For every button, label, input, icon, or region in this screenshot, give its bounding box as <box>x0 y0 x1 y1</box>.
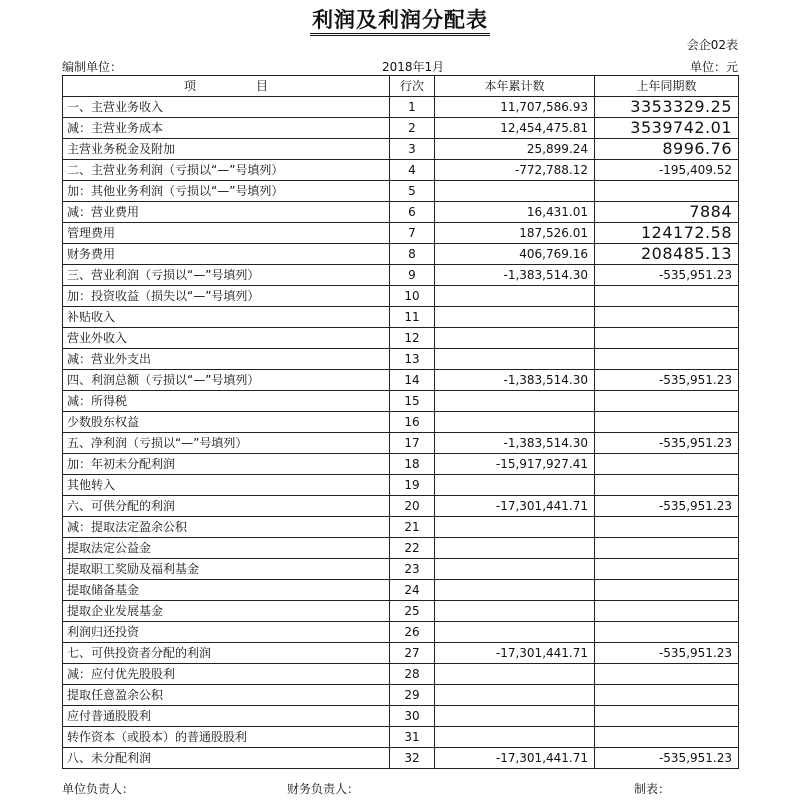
row-line-number: 16 <box>390 412 435 433</box>
row-item-label: 营业外收入 <box>63 328 390 349</box>
row-item-label: 财务费用 <box>63 244 390 265</box>
row-item-label: 利润归还投资 <box>63 622 390 643</box>
row-prior-value: -535,951.23 <box>595 433 739 454</box>
row-current-value: -1,383,514.30 <box>435 265 595 286</box>
row-prior-value <box>595 349 739 370</box>
header-prior-period: 上年同期数 <box>595 76 739 97</box>
form-code: 会企02表 <box>686 38 738 52</box>
row-item-label: 提取法定公益金 <box>63 538 390 559</box>
row-prior-value: -535,951.23 <box>595 496 739 517</box>
row-line-number: 20 <box>390 496 435 517</box>
row-current-value: 11,707,586.93 <box>435 97 595 118</box>
row-current-value: 187,526.01 <box>435 223 595 244</box>
table-row <box>63 349 739 370</box>
table-row <box>63 433 739 454</box>
table-row <box>63 727 739 748</box>
row-current-value: 25,899.24 <box>435 139 595 160</box>
row-current-value <box>435 475 595 496</box>
row-line-number: 27 <box>390 643 435 664</box>
profit-distribution-table <box>62 75 739 769</box>
table-row <box>63 412 739 433</box>
row-item-label: 二、主营业务利润（亏损以“—”号填列） <box>63 160 390 181</box>
table-row <box>63 454 739 475</box>
row-item-label: 减：应付优先股股利 <box>63 664 390 685</box>
row-line-number: 21 <box>390 517 435 538</box>
row-current-value <box>435 517 595 538</box>
header-line-no: 行次 <box>390 76 435 97</box>
row-current-value <box>435 664 595 685</box>
row-prior-value <box>595 286 739 307</box>
row-prior-value <box>595 181 739 202</box>
table-row <box>63 370 739 391</box>
row-prior-value <box>595 538 739 559</box>
row-current-value <box>435 391 595 412</box>
row-prior-value: 7884 <box>595 202 739 223</box>
row-prior-value <box>595 685 739 706</box>
table-row <box>63 139 739 160</box>
report-title: 利润及利润分配表 <box>0 4 800 34</box>
row-item-label: 提取企业发展基金 <box>63 601 390 622</box>
table-row <box>63 664 739 685</box>
table-row <box>63 223 739 244</box>
row-line-number: 17 <box>390 433 435 454</box>
prepared-by-label: 制表： <box>634 782 671 796</box>
currency-unit: 单位：元 <box>689 60 738 74</box>
row-item-label: 一、主营业务收入 <box>63 97 390 118</box>
row-item-label: 管理费用 <box>63 223 390 244</box>
row-line-number: 9 <box>390 265 435 286</box>
table-row <box>63 391 739 412</box>
row-prior-value: -535,951.23 <box>595 748 739 769</box>
row-current-value: -17,301,441.71 <box>435 643 595 664</box>
row-line-number: 28 <box>390 664 435 685</box>
row-current-value: -1,383,514.30 <box>435 433 595 454</box>
table-row <box>63 202 739 223</box>
row-item-label: 少数股东权益 <box>63 412 390 433</box>
row-current-value <box>435 727 595 748</box>
row-prior-value: 3539742.01 <box>595 118 739 139</box>
row-prior-value: -535,951.23 <box>595 370 739 391</box>
row-item-label: 减：主营业务成本 <box>63 118 390 139</box>
row-line-number: 23 <box>390 559 435 580</box>
row-current-value <box>435 349 595 370</box>
row-current-value <box>435 307 595 328</box>
row-prior-value <box>595 328 739 349</box>
row-current-value <box>435 580 595 601</box>
row-line-number: 2 <box>390 118 435 139</box>
row-current-value: -17,301,441.71 <box>435 748 595 769</box>
row-prior-value <box>595 559 739 580</box>
row-prior-value <box>595 601 739 622</box>
row-line-number: 10 <box>390 286 435 307</box>
row-line-number: 4 <box>390 160 435 181</box>
row-line-number: 29 <box>390 685 435 706</box>
row-item-label: 提取职工奖励及福利基金 <box>63 559 390 580</box>
row-current-value <box>435 538 595 559</box>
row-prior-value <box>595 727 739 748</box>
table-row <box>63 328 739 349</box>
table-row <box>63 118 739 139</box>
row-line-number: 6 <box>390 202 435 223</box>
row-prior-value: 124172.58 <box>595 223 739 244</box>
row-prior-value <box>595 475 739 496</box>
row-line-number: 15 <box>390 391 435 412</box>
report-period: 2018年1月 <box>382 60 445 74</box>
row-current-value <box>435 286 595 307</box>
row-prior-value: 3353329.25 <box>595 97 739 118</box>
row-item-label: 八、未分配利润 <box>63 748 390 769</box>
table-row <box>63 496 739 517</box>
row-prior-value <box>595 622 739 643</box>
row-current-value: -772,788.12 <box>435 160 595 181</box>
table-row <box>63 685 739 706</box>
row-item-label: 三、营业利润（亏损以“—”号填列） <box>63 265 390 286</box>
row-item-label: 七、可供投资者分配的利润 <box>63 643 390 664</box>
prepared-by-unit-label: 编制单位： <box>62 60 123 74</box>
header-item: 项 目 <box>63 76 390 97</box>
table-row <box>63 622 739 643</box>
row-line-number: 7 <box>390 223 435 244</box>
row-current-value <box>435 601 595 622</box>
row-current-value <box>435 706 595 727</box>
row-line-number: 8 <box>390 244 435 265</box>
row-item-label: 转作资本（或股本）的普通股股利 <box>63 727 390 748</box>
row-prior-value: -195,409.52 <box>595 160 739 181</box>
row-prior-value <box>595 307 739 328</box>
row-prior-value <box>595 664 739 685</box>
row-line-number: 31 <box>390 727 435 748</box>
unit-head-label: 单位负责人： <box>62 782 135 796</box>
row-line-number: 26 <box>390 622 435 643</box>
row-current-value: 16,431.01 <box>435 202 595 223</box>
table-row <box>63 286 739 307</box>
row-current-value: -1,383,514.30 <box>435 370 595 391</box>
row-item-label: 提取储备基金 <box>63 580 390 601</box>
row-item-label: 主营业务税金及附加 <box>63 139 390 160</box>
row-line-number: 13 <box>390 349 435 370</box>
row-item-label: 加：其他业务利润（亏损以“—”号填列） <box>63 181 390 202</box>
row-line-number: 14 <box>390 370 435 391</box>
row-current-value <box>435 328 595 349</box>
table-row <box>63 475 739 496</box>
row-current-value <box>435 559 595 580</box>
row-current-value <box>435 412 595 433</box>
row-line-number: 32 <box>390 748 435 769</box>
row-prior-value: -535,951.23 <box>595 643 739 664</box>
row-prior-value <box>595 706 739 727</box>
row-line-number: 19 <box>390 475 435 496</box>
row-line-number: 5 <box>390 181 435 202</box>
row-item-label: 补贴收入 <box>63 307 390 328</box>
row-line-number: 11 <box>390 307 435 328</box>
finance-head-label: 财务负责人： <box>287 782 360 796</box>
row-item-label: 应付普通股股利 <box>63 706 390 727</box>
table-row <box>63 643 739 664</box>
table-row <box>63 559 739 580</box>
row-item-label: 减：营业外支出 <box>63 349 390 370</box>
row-item-label: 提取任意盈余公积 <box>63 685 390 706</box>
row-prior-value <box>595 517 739 538</box>
table-row <box>63 97 739 118</box>
row-line-number: 18 <box>390 454 435 475</box>
row-prior-value <box>595 391 739 412</box>
row-item-label: 加：投资收益（损失以“—”号填列） <box>63 286 390 307</box>
row-item-label: 其他转入 <box>63 475 390 496</box>
row-line-number: 24 <box>390 580 435 601</box>
row-line-number: 12 <box>390 328 435 349</box>
row-prior-value: -535,951.23 <box>595 265 739 286</box>
table-header-row <box>63 76 739 97</box>
row-prior-value <box>595 580 739 601</box>
table-row <box>63 580 739 601</box>
table-row <box>63 706 739 727</box>
table-row <box>63 538 739 559</box>
row-item-label: 六、可供分配的利润 <box>63 496 390 517</box>
table-row <box>63 160 739 181</box>
row-current-value <box>435 181 595 202</box>
table-row <box>63 517 739 538</box>
table-row <box>63 244 739 265</box>
row-current-value: -15,917,927.41 <box>435 454 595 475</box>
row-current-value <box>435 622 595 643</box>
row-item-label: 减：所得税 <box>63 391 390 412</box>
row-line-number: 1 <box>390 97 435 118</box>
row-line-number: 25 <box>390 601 435 622</box>
row-item-label: 减：营业费用 <box>63 202 390 223</box>
table-row <box>63 601 739 622</box>
table-row <box>63 265 739 286</box>
table-row <box>63 307 739 328</box>
row-current-value: 406,769.16 <box>435 244 595 265</box>
table-row <box>63 748 739 769</box>
report-meta <box>62 56 738 74</box>
header-current-ytd: 本年累计数 <box>435 76 595 97</box>
row-prior-value <box>595 412 739 433</box>
table-row <box>63 181 739 202</box>
row-item-label: 四、利润总额（亏损以“—”号填列） <box>63 370 390 391</box>
table-body <box>63 97 739 769</box>
row-item-label: 加：年初未分配利润 <box>63 454 390 475</box>
row-prior-value: 8996.76 <box>595 139 739 160</box>
row-current-value: 12,454,475.81 <box>435 118 595 139</box>
row-line-number: 22 <box>390 538 435 559</box>
row-prior-value: 208485.13 <box>595 244 739 265</box>
row-prior-value <box>595 454 739 475</box>
row-item-label: 五、净利润（亏损以“—”号填列） <box>63 433 390 454</box>
row-line-number: 30 <box>390 706 435 727</box>
row-line-number: 3 <box>390 139 435 160</box>
row-current-value: -17,301,441.71 <box>435 496 595 517</box>
row-item-label: 减：提取法定盈余公积 <box>63 517 390 538</box>
row-current-value <box>435 685 595 706</box>
